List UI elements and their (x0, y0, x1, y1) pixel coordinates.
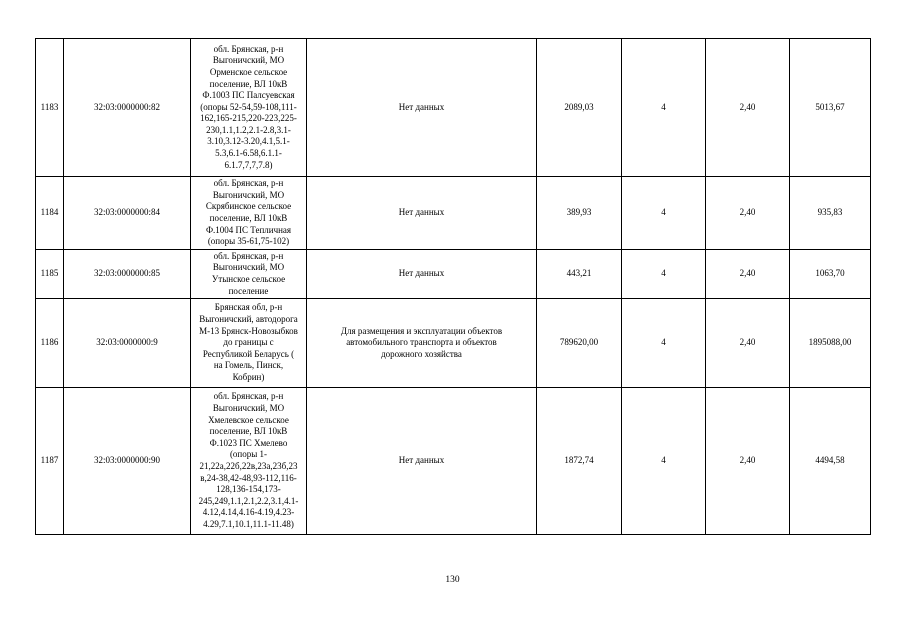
row-number: 1184 (36, 177, 64, 250)
table-row (36, 388, 871, 535)
address-line: 6.1.7,7,7,7.8) (224, 159, 273, 170)
amount-value: 4494,58 (790, 388, 871, 535)
address-line: обл. Брянская, р-н (213, 178, 284, 189)
address-line: М-13 Брянск-Новозыбков (199, 325, 298, 336)
rate-value: 2,40 (706, 250, 790, 299)
address-line: 162,165-215,220-223,225- (200, 113, 297, 124)
address-line: поселение, ВЛ 10кВ (209, 78, 288, 89)
table-row (36, 299, 871, 388)
amount-value: 935,83 (790, 177, 871, 250)
permitted-use-line: автомобильного транспорта и объектов (346, 337, 497, 348)
address-line: Орменское сельское (209, 66, 288, 77)
address (191, 299, 307, 388)
category-value: 4 (622, 39, 706, 177)
rate-value: 2,40 (706, 388, 790, 535)
address-line: Ф.1003 ПС Палсуевская (202, 90, 295, 101)
address-line: 21,22а,22б,22в,23а,23б,23 (199, 461, 298, 471)
permitted-use-line: Нет данных (398, 207, 445, 218)
address-line: поселение, ВЛ 10кВ (209, 213, 288, 223)
land-registry-table (35, 38, 871, 535)
permitted-use-line: дорожного хозяйства (381, 348, 462, 359)
address-line: поселение, ВЛ 10кВ (209, 426, 288, 437)
permitted-use (307, 177, 537, 250)
row-number: 1186 (36, 299, 64, 388)
area-value: 789620,00 (537, 299, 622, 388)
address-line: Выгоничский, автодорога (199, 314, 298, 325)
address-line: Скрябинское сельское (205, 201, 292, 212)
permitted-use-line: Нет данных (398, 101, 445, 112)
permitted-use-line: Нет данных (398, 268, 445, 279)
category-value: 4 (622, 388, 706, 535)
address-line: в,24-38,42-48,93-112,116- (200, 472, 297, 483)
permitted-use (307, 39, 537, 177)
address-line: 5.3,6.1-6.58,6.1.1- (215, 148, 282, 159)
address-line: Утынское сельское (211, 274, 286, 284)
address-line: до границы с (223, 337, 274, 348)
address-line: (опоры 35-61,75-102) (207, 236, 290, 247)
amount-value: 1063,70 (790, 250, 871, 299)
permitted-use-line: Нет данных (398, 455, 445, 466)
permitted-use (307, 250, 537, 299)
address-line: Кобрин) (232, 371, 265, 382)
address-line: поселение (228, 285, 269, 296)
address-line: 245,249,1.1,2.1,2.2,3.1,4.1- (198, 495, 299, 506)
address-line: Хмелевское сельское (208, 414, 289, 425)
amount-value: 1895088,00 (790, 299, 871, 388)
category-value: 4 (622, 299, 706, 388)
rate-value: 2,40 (706, 177, 790, 250)
area-value: 1872,74 (537, 388, 622, 535)
permitted-use (307, 388, 537, 535)
address (191, 250, 307, 299)
address-line: обл. Брянская, р-н (213, 391, 284, 402)
row-number: 1183 (36, 39, 64, 177)
address (191, 388, 307, 535)
permitted-use (307, 299, 537, 388)
address-line: обл. Брянская, р-н (213, 43, 284, 54)
cadastral-number: 32:03:0000000:84 (64, 177, 191, 250)
address-line: обл. Брянская, р-н (213, 250, 284, 261)
cadastral-number: 32:03:0000000:9 (64, 299, 191, 388)
address-line: Ф.1023 ПС Хмелево (209, 437, 288, 448)
row-number: 1185 (36, 250, 64, 299)
address (191, 39, 307, 177)
rate-value: 2,40 (706, 299, 790, 388)
address-line: Брянская обл, р-н (214, 302, 283, 313)
category-value: 4 (622, 177, 706, 250)
table-row (36, 177, 871, 250)
area-value: 389,93 (537, 177, 622, 250)
address-line: Ф.1004 ПС Тепличная (205, 224, 292, 235)
page-number: 130 (445, 575, 460, 585)
address-line: Выгоничский, МО (212, 189, 285, 200)
amount-value: 5013,67 (790, 39, 871, 177)
rate-value: 2,40 (706, 39, 790, 177)
area-value: 2089,03 (537, 39, 622, 177)
cadastral-number: 32:03:0000000:90 (64, 388, 191, 535)
address (191, 177, 307, 250)
address-line: 230,1.1,1.2,2.1-2.8,3.1- (206, 124, 291, 135)
address-line: Выгоничский, МО (212, 262, 285, 273)
address-line: 4.29,7.1,10.1,11.1-11.48) (203, 518, 294, 529)
table-row (36, 39, 871, 177)
permitted-use-line: Для размещения и эксплуатации объектов (340, 325, 503, 336)
address-line: Республикой Беларусь ( (202, 348, 295, 359)
address-line: 128,136-154,173- (216, 484, 281, 495)
address-line: (опоры 52-54,59-108,111- (200, 101, 297, 112)
address-line: 3.10,3.12-3.20,4.1,5.1- (207, 136, 290, 147)
cadastral-number: 32:03:0000000:85 (64, 250, 191, 299)
table-row (36, 250, 871, 299)
row-number: 1187 (36, 388, 64, 535)
cadastral-number: 32:03:0000000:82 (64, 39, 191, 177)
address-line: Выгоничский, МО (212, 55, 285, 66)
address-line: Выгоничский, МО (212, 403, 285, 414)
category-value: 4 (622, 250, 706, 299)
address-line: (опоры 1- (229, 449, 268, 460)
address-line: 4.12,4.14,4.16-4.19,4.23- (202, 507, 295, 518)
address-line: на Гомель, Пинск, (213, 360, 284, 371)
area-value: 443,21 (537, 250, 622, 299)
